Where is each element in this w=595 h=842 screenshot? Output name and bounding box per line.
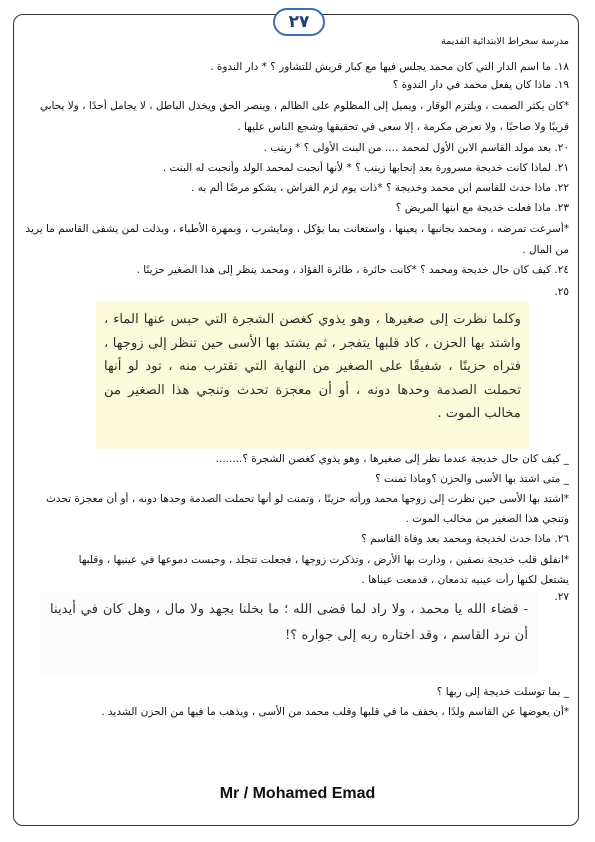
question-27-number: ٢٧.: [554, 591, 569, 603]
question-19: ١٩. ماذا كان يفعل محمد في دار الندوة ؟: [392, 79, 569, 91]
question-26: ٢٦. ماذا حدث لخديجة ومحمد بعد وفاة القاسم ؟: [361, 533, 569, 545]
question-18: ١٨. ما اسم الدار التي كان محمد يجلس فيها مع كبار قريش للتشاور ؟ * دار الندوة .: [210, 61, 569, 73]
answer-25b-line-1: *اشتد بها الأسى حين نظرت إلى زوجها محمد ورأته حزينًا ، وتمنت لو أنها تحملت الصدمة وحدها دونه ، أو أن معجزة تحدث: [45, 493, 569, 505]
answer-19-line-1: *كان يكثر الصمت ، ويلتزم الوقار ، ويميل إلى المظلوم على الظالم ، وينصر الحق ويخذل الباطل ، لا يجامل أحدًا ، ولا يحابي: [39, 100, 569, 112]
question-22: ٢٢. ماذا حدث للقاسم ابن محمد وخديجة ؟ *ذات يوم لزم الفراش ، يشكو مرضًا ألم به .: [191, 182, 569, 194]
answer-23-line-1: *أسرعت تمرضه ، ومحمد بجانبها ، يعينها ، واستعانت بما يؤكل ، ومايشرب ، وبمهرة الأطباء ، وبذلت لمن يشفى القاسم ما يريد: [25, 223, 569, 235]
question-25-number: ٢٥.: [554, 286, 569, 298]
question-21: ٢١. لماذا كانت خديجة مسرورة بعد إنجابها زينب ؟ * لأنها أنجبت لمحمد الولد وأنجبت له البنت .: [162, 162, 569, 174]
author-signature: Mr / Mohamed Emad: [219, 785, 376, 802]
answer-27a: *أن يعوضها عن القاسم ولدًا ، يخفف ما في قلبها وقلب محمد من الأسى ، ويذهب ما فيها من الحزن الشديد .: [101, 706, 569, 718]
question-27a: _ بما توسلت خديجة إلى ربها ؟: [436, 686, 569, 698]
answer-26-line-2: يشتعل لكنها رأت عينيه تدمعان ، فدمعت عيناها .: [361, 574, 569, 586]
quote-passage-27: - قضاء الله يا محمد ، ولا راد لما قضى الله ؛ ما بخلنا بجهد ولا مال ، وهل كان في أيدينا أن نرد القاسم ، وقد اختاره ربه إلى جواره ؟!: [40, 592, 538, 676]
answer-26-line-1: *انفلق قلب خديجة نصفين ، ودارت بها الأرض ، وتذكرت زوجها ، فجعلت تتجلد ، وحبست دموعها في عينيها ، وقلبها: [78, 554, 569, 566]
page-number-badge: ٢٧: [273, 8, 325, 36]
question-24: ٢٤. كيف كان حال خديجة ومحمد ؟ *كانت حائرة ، طائرة الفؤاد ، ومحمد ينظر إلى هذا الصغير حزينًا .: [136, 264, 569, 276]
answer-25b-line-2: وتنجي هذا الصغير من مخالب الموت .: [405, 513, 569, 525]
quote-passage-25: وكلما نظرت إلى صغيرها ، وهو يذوي كغصن الشجرة التي حبس عنها الماء ، واشتد بها الحزن ، كاد قلبها يتفجر ، ثم يشتد بها الأسى حين تنظر إلى زوجها ، فتراه حزينًا ، شفيقًا على الصغير من النهاية التي تقترب منه ، تود لو أنها تحملت الصدمة وحدها دونه ، أو أن معجزة تحدث وتنجي هذا الصغير من مخالب الموت .: [96, 301, 529, 449]
answer-19-line-2: قريبًا ولا صاحبًا ، ولا تعرض مكرمة ، إلا سعى في تحقيقها وشجع الناس عليها .: [237, 121, 569, 133]
question-25a: _ كيف كان حال خديجة عندما نظر إلى صغيرها ، وهو يذوي كغصن الشجرة ؟........: [215, 453, 569, 465]
question-25b: _ متى اشتد بها الأسى والحزن ؟وماذا تمنت ؟: [375, 473, 569, 485]
answer-23-line-2: من المال .: [522, 244, 569, 256]
question-23: ٢٣. ماذا فعلت خديجة مع ابنها المريض ؟: [395, 202, 569, 214]
school-name: مدرسة سخراط الابتدائية القديمة: [441, 36, 569, 47]
question-20: ٢٠. بعد مولد القاسم الابن الأول لمحمد .... من البنت الأولى ؟ * زينب .: [263, 142, 569, 154]
